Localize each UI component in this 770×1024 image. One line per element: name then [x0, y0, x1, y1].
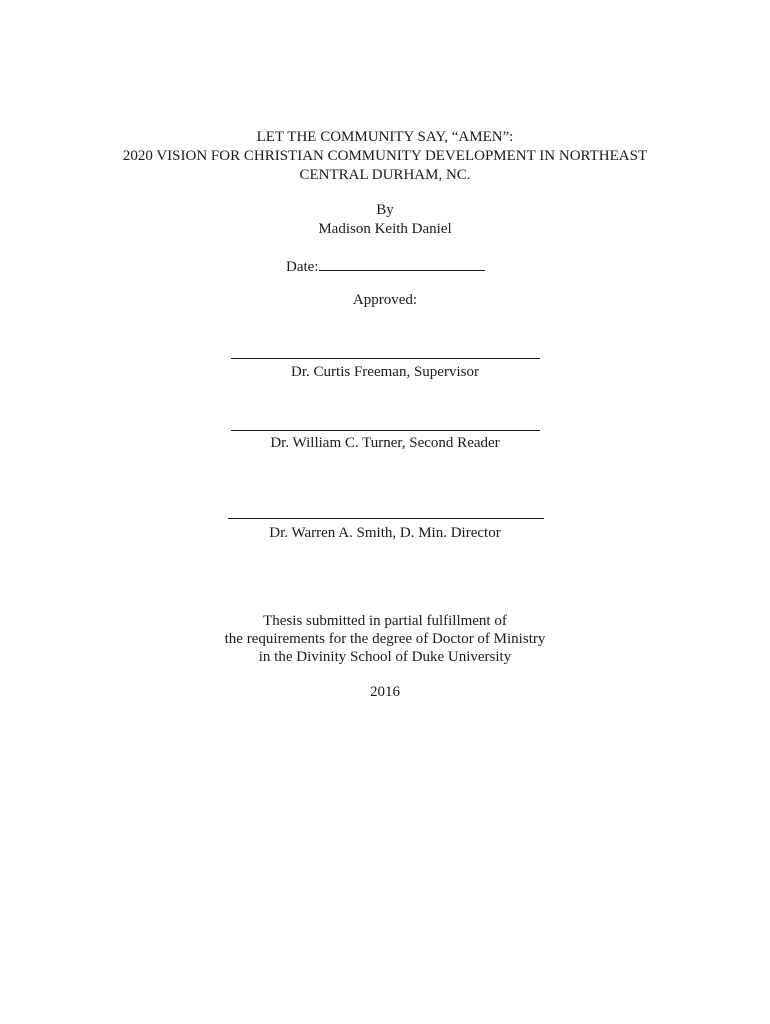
date-row: [286, 256, 485, 277]
title-line-1: LET THE COMMUNITY SAY, “AMEN”:: [256, 129, 514, 145]
signatory-second-reader: Dr. William C. Turner, Second Reader: [270, 435, 500, 451]
byline-by: By: [376, 202, 394, 218]
date-blank-line: [319, 256, 485, 271]
statement-line-3: in the Divinity School of Duke University: [258, 649, 512, 665]
title-line-3: CENTRAL DURHAM, NC.: [299, 167, 471, 183]
title-line-2: 2020 VISION FOR CHRISTIAN COMMUNITY DEVELOPMENT IN NORTHEAST: [122, 148, 648, 164]
statement-line-1: Thesis submitted in partial fulfillment of: [263, 613, 507, 629]
approved-label: Approved:: [352, 292, 418, 308]
date-label: Date:: [286, 259, 319, 275]
signature-line-director: [228, 518, 544, 519]
signatory-director: Dr. Warren A. Smith, D. Min. Director: [269, 525, 501, 541]
signature-line-supervisor: [231, 358, 540, 359]
year: 2016: [370, 684, 400, 700]
signatory-supervisor: Dr. Curtis Freeman, Supervisor: [291, 364, 479, 380]
statement-line-2: the requirements for the degree of Doctor of Ministry: [224, 631, 546, 647]
signature-line-second-reader: [231, 430, 540, 431]
author-name: Madison Keith Daniel: [318, 221, 452, 237]
